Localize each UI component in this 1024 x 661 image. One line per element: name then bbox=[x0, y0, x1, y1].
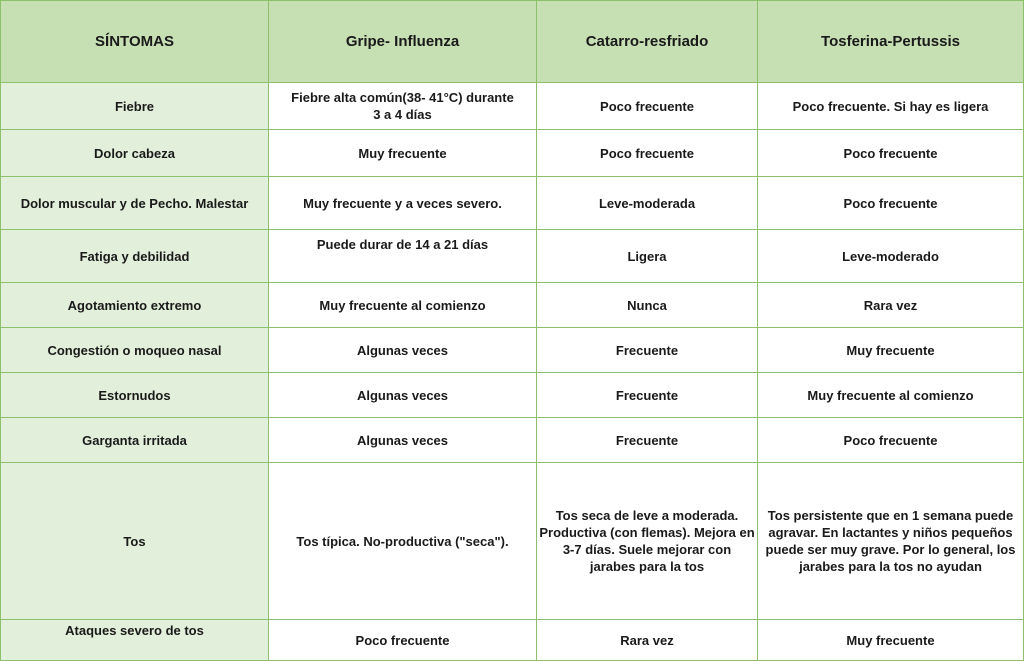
catarro-cell: Ligera bbox=[537, 230, 758, 283]
tosferina-cell: Poco frecuente bbox=[758, 130, 1024, 177]
table-row bbox=[1, 130, 1024, 177]
tosferina-cell: Poco frecuente bbox=[758, 418, 1024, 463]
table-row bbox=[1, 230, 1024, 283]
symptom-cell: Fatiga y debilidad bbox=[1, 230, 269, 283]
symptom-cell: Garganta irritada bbox=[1, 418, 269, 463]
table-row bbox=[1, 373, 1024, 418]
gripe-cell: Algunas veces bbox=[269, 373, 537, 418]
gripe-cell: Muy frecuente al comienzo bbox=[269, 283, 537, 328]
symptom-cell: Dolor cabeza bbox=[1, 130, 269, 177]
gripe-cell: Algunas veces bbox=[269, 418, 537, 463]
table-row bbox=[1, 328, 1024, 373]
symptom-cell: Agotamiento extremo bbox=[1, 283, 269, 328]
gripe-cell: Fiebre alta común(38- 41°C) durante 3 a 4 días bbox=[269, 83, 537, 130]
symptom-cell: Estornudos bbox=[1, 373, 269, 418]
gripe-cell: Algunas veces bbox=[269, 328, 537, 373]
catarro-cell: Leve-moderada bbox=[537, 177, 758, 230]
gripe-cell: Muy frecuente y a veces severo. bbox=[269, 177, 537, 230]
tosferina-cell: Rara vez bbox=[758, 283, 1024, 328]
gripe-cell: Poco frecuente bbox=[269, 620, 537, 661]
table-row bbox=[1, 463, 1024, 620]
gripe-cell: Tos típica. No-productiva ("seca"). bbox=[269, 463, 537, 620]
header-symptoms: SÍNTOMAS bbox=[1, 1, 269, 83]
catarro-cell: Tos seca de leve a moderada. Productiva (con flemas). Mejora en 3-7 días. Suele mejorar con jarabes para la tos bbox=[537, 463, 758, 620]
gripe-cell: Puede durar de 14 a 21 días bbox=[269, 230, 537, 283]
header-catarro: Catarro-resfriado bbox=[537, 1, 758, 83]
catarro-cell: Poco frecuente bbox=[537, 130, 758, 177]
symptom-cell: Fiebre bbox=[1, 83, 269, 130]
catarro-cell: Rara vez bbox=[537, 620, 758, 661]
table-row bbox=[1, 283, 1024, 328]
header-gripe: Gripe- Influenza bbox=[269, 1, 537, 83]
catarro-cell: Frecuente bbox=[537, 328, 758, 373]
symptom-cell: Dolor muscular y de Pecho. Malestar bbox=[1, 177, 269, 230]
catarro-cell: Frecuente bbox=[537, 418, 758, 463]
tosferina-cell: Tos persistente que en 1 semana puede agravar. En lactantes y niños pequeños puede ser muy grave. Por lo general, los jarabes para la tos no ayudan bbox=[758, 463, 1024, 620]
catarro-cell: Nunca bbox=[537, 283, 758, 328]
table-row bbox=[1, 418, 1024, 463]
tosferina-cell: Muy frecuente bbox=[758, 620, 1024, 661]
symptom-cell: Tos bbox=[1, 463, 269, 620]
catarro-cell: Poco frecuente bbox=[537, 83, 758, 130]
table-header-row bbox=[1, 1, 1024, 83]
table-row bbox=[1, 177, 1024, 230]
table-row bbox=[1, 83, 1024, 130]
tosferina-cell: Leve-moderado bbox=[758, 230, 1024, 283]
header-tosferina: Tosferina-Pertussis bbox=[758, 1, 1024, 83]
table-row bbox=[1, 620, 1024, 661]
symptom-cell: Ataques severo de tos bbox=[1, 620, 269, 661]
gripe-cell: Muy frecuente bbox=[269, 130, 537, 177]
tosferina-cell: Poco frecuente bbox=[758, 177, 1024, 230]
tosferina-cell: Muy frecuente bbox=[758, 328, 1024, 373]
catarro-cell: Frecuente bbox=[537, 373, 758, 418]
symptom-cell: Congestión o moqueo nasal bbox=[1, 328, 269, 373]
tosferina-cell: Poco frecuente. Si hay es ligera bbox=[758, 83, 1024, 130]
tosferina-cell: Muy frecuente al comienzo bbox=[758, 373, 1024, 418]
